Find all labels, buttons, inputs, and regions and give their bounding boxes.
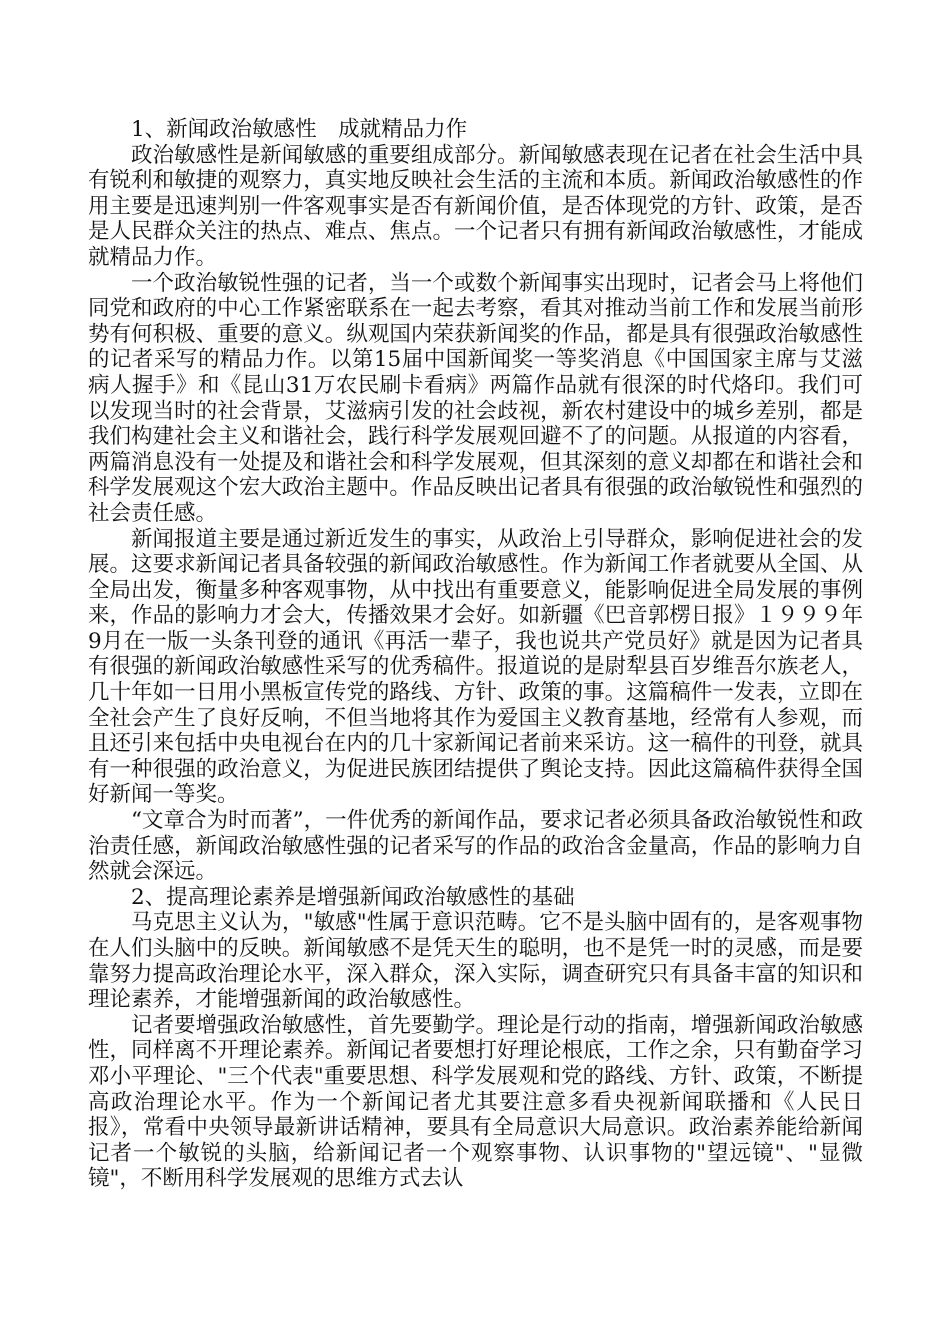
paragraph-3: 新闻报道主要是通过新近发生的事实，从政治上引导群众，影响促进社会的发展。这要求新闻记者具备较强的新闻政治敏感性。作为新闻工作者就要从全国、从全局出发，衡量多种客观事物，从中找出有重要意义，能影响促进全局发展的事例来，作品的影响力才会大，传播效果才会好。如新疆《巴音郭楞日报》１９９９年9月在一版一头条刊登的通讯《再活一辈子，我也说共产党员好》就是因为记者具有很强的新闻政治敏感性采写的优秀稿件。报道说的是尉犁县百岁维吾尔族老人，几十年如一日用小黑板宣传党的路线、方针、政策的事。这篇稿件一发表，立即在全社会产生了良好反响，不但当地将其作为爱国主义教育基地，经常有人参观，而且还引来包括中央电视台在内的几十家新闻记者前来采访。这一稿件的刊登，就具有一种很强的政治意义，为促进民族团结提供了舆论支持。因此这篇稿件获得全国好新闻一等奖。: [88, 526, 863, 808]
paragraph-4: “文章合为时而著”，一件优秀的新闻作品，要求记者必须具备政治敏锐性和政治责任感，新闻政治敏感性强的记者采写的作品的政治含金量高，作品的影响力自然就会深远。: [88, 808, 863, 885]
paragraph-2: 一个政治敏锐性强的记者，当一个或数个新闻事实出现时，记者会马上将他们同党和政府的中心工作紧密联系在一起去考察，看其对推动当前工作和发展当前形势有何积极、重要的意义。纵观国内荣获新闻奖的作品，都是具有很强政治敏感性的记者采写的精品力作。以第15届中国新闻奖一等奖消息《中国国家主席与艾滋病人握手》和《昆山31万农民刷卡看病》两篇作品就有很深的时代烙印。我们可以发现当时的社会背景，艾滋病引发的社会歧视，新农村建设中的城乡差别，都是我们构建社会主义和谐社会，践行科学发展观回避不了的问题。从报道的内容看，两篇消息没有一处提及和谐社会和科学发展观，但其深刻的意义却都在和谐社会和科学发展观这个宏大政治主题中。作品反映出记者具有很强的政治敏锐性和强烈的社会责任感。: [88, 270, 863, 526]
section-heading-1: 1、新闻政治敏感性 成就精品力作: [131, 117, 468, 142]
paragraph-6: 记者要增强政治敏感性，首先要勤学。理论是行动的指南，增强新闻政治敏感性，同样离不开理论素养。新闻记者要想打好理论根底，工作之余，只有勤奋学习邓小平理论、"三个代表"重要思想、科学发展观和党的路线、方针、政策，不断提高政治理论水平。作为一个新闻记者尤其要注意多看央视新闻联播和《人民日报》，常看中央领导最新讲话精神，要具有全局意识大局意识。政治素养能给新闻记者一个敏锐的头脑，给新闻记者一个观察事物、认识事物的"望远镜"、"显微镜"，不断用科学发展观的思维方式去认: [88, 1012, 863, 1192]
section-heading-2: 2、提高理论素养是增强新闻政治敏感性的基础: [131, 884, 575, 910]
paragraph-5: 马克思主义认为，"敏感"性属于意识范畴。它不是头脑中固有的，是客观事物在人们头脑中的反映。新闻敏感不是凭天生的聪明，也不是凭一时的灵感，而是要靠努力提高政治理论水平，深入群众，深入实际，调查研究只有具备丰富的知识和理论素养，才能增强新闻的政治敏感性。: [88, 910, 863, 1013]
paragraph-1: 政治敏感性是新闻敏感的重要组成部分。新闻敏感表现在记者在社会生活中具有锐利和敏捷的观察力，真实地反映社会生活的主流和本质。新闻政治敏感性的作用主要是迅速判别一件客观事实是否有新闻价值，是否体现党的方针、政策，是否是人民群众关注的热点、难点、焦点。一个记者只有拥有新闻政治敏感性，才能成就精品力作。: [88, 142, 863, 270]
document-page: [88, 117, 863, 1192]
